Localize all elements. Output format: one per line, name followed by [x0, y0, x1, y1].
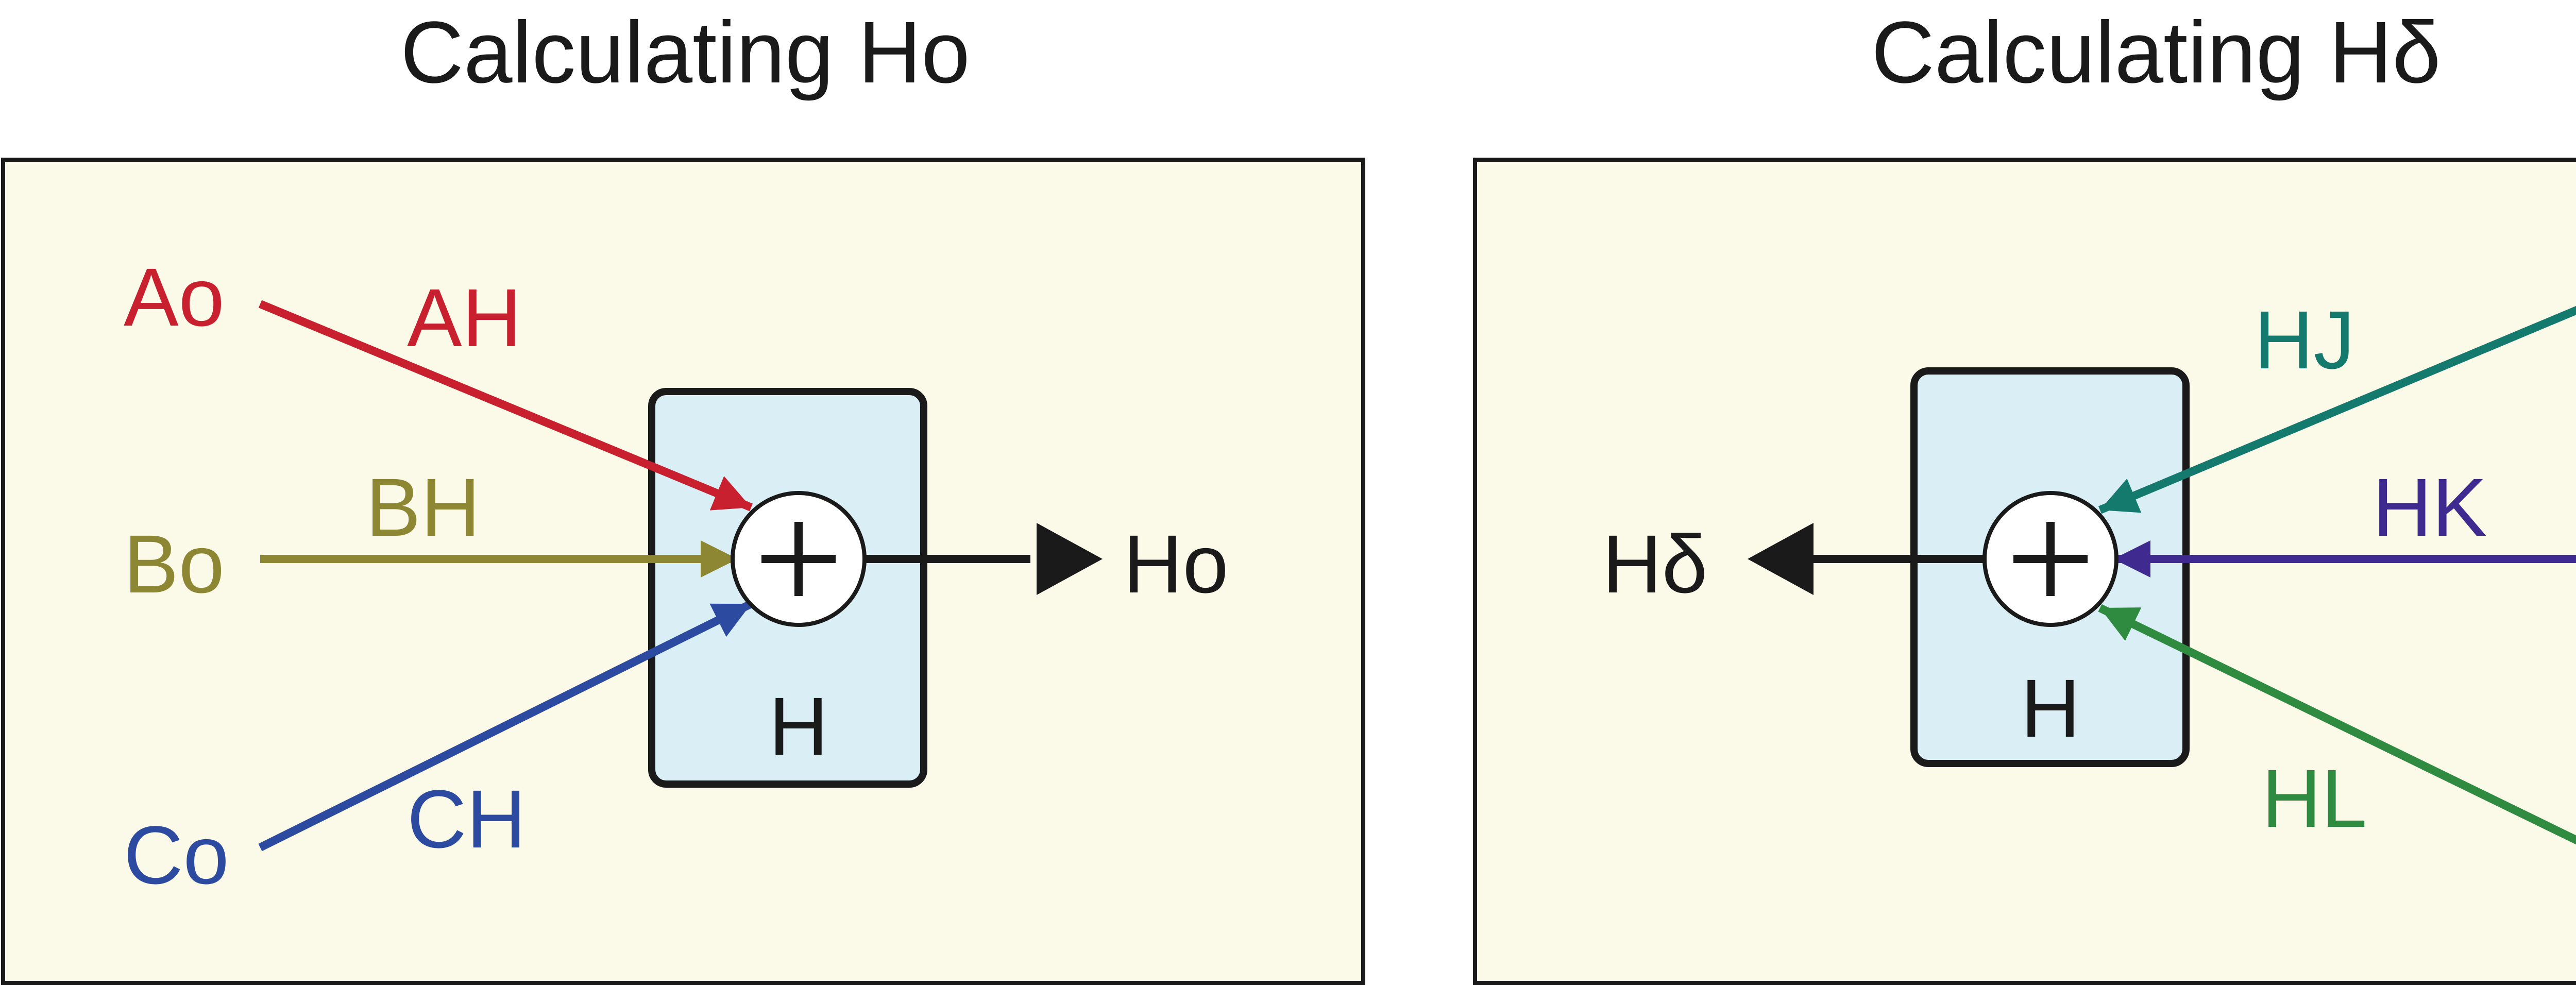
left-weight-ah: AH: [407, 271, 522, 364]
right-panel-title: Calculating Hδ: [1871, 4, 2441, 101]
left-unit-label: H: [769, 680, 828, 772]
left-node-co: Co: [124, 809, 229, 901]
left-panel-title: Calculating Ho: [400, 4, 970, 101]
left-node-bo: Bo: [124, 518, 225, 610]
right-weight-hl: HL: [2262, 752, 2367, 844]
right-output-label: Hδ: [1602, 518, 1708, 610]
left-weight-bh: BH: [366, 461, 481, 553]
right-weight-hk: HK: [2372, 461, 2487, 553]
right-weight-hj: HJ: [2254, 294, 2355, 386]
left-output-label: Ho: [1123, 518, 1229, 610]
left-weight-ch: CH: [407, 773, 527, 865]
left-node-ao: Ao: [124, 251, 225, 343]
right-unit-label: H: [2021, 662, 2080, 754]
